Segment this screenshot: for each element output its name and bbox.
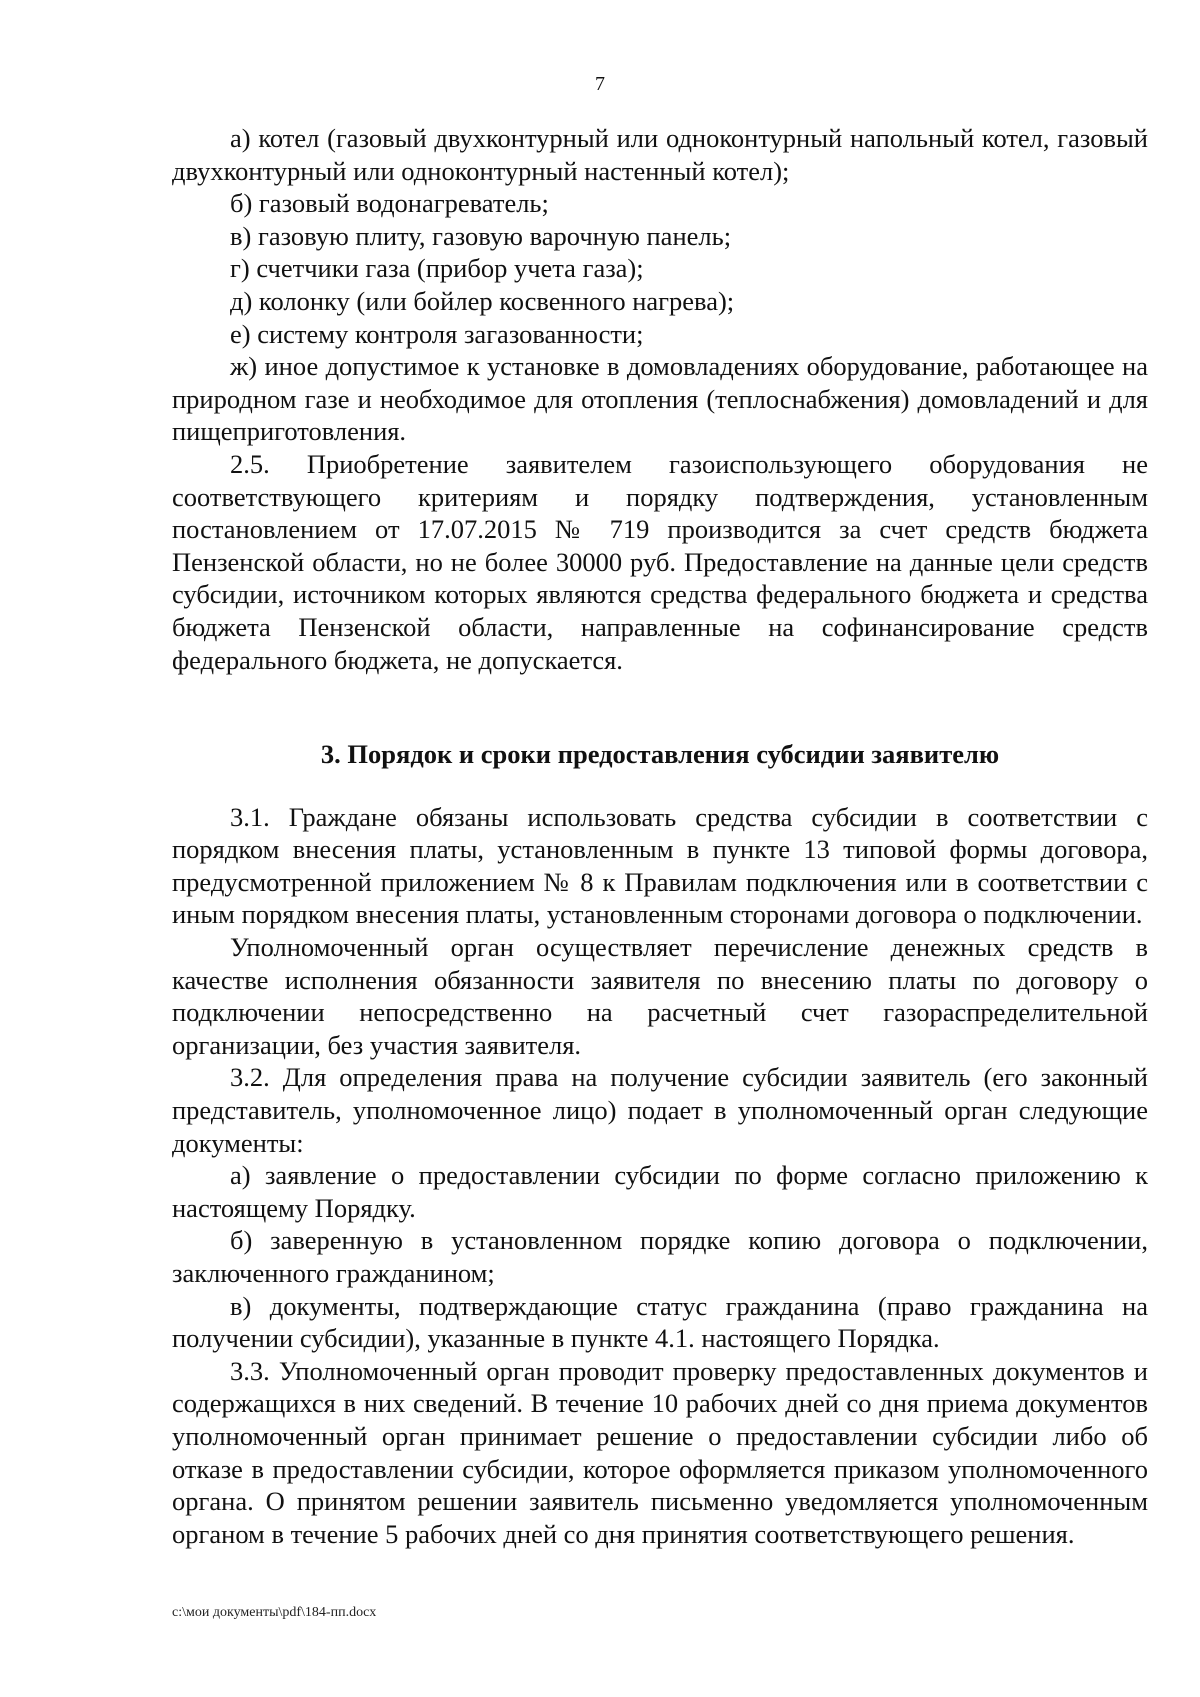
paragraph-3-1-transfer: Уполномоченный орган осуществляет перечисление денежных средств в качестве исполнения обязанности заявителя по внесению платы по договору о подключении непосредственно на расчетный счет газораспределительной организации, без участия заявителя. (172, 932, 1148, 1060)
footer-file-path: c:\мои документы\pdf\184-пп.docx (172, 1605, 377, 1620)
paragraph-2-4-v: в) газовую плиту, газовую варочную панель; (230, 220, 732, 251)
paragraph-2-4-zh: ж) иное допустимое к установке в домовладениях оборудование, работающее на природном газе и необходимое для отопления (теплоснабжения) домовладений и для пищеприготовления. (172, 351, 1148, 447)
document-body (172, 122, 1148, 1550)
paragraph-2-4-b: б) газовый водонагреватель; (230, 188, 549, 219)
paragraph-2-4-e: е) систему контроля загазованности; (230, 318, 644, 349)
paragraph-2-5: 2.5. Приобретение заявителем газоиспользующего оборудования не соответствующего критериям и порядку подтверждения, установленным постановлением от 17.07.2015 № 719 производится за счет средств бюджета Пензенской области, но не более 30000 руб. Предоставление на данные цели средств субсидии, источником которых являются средства федерального бюджета и средства бюджета Пензенской области, направленные на софинансирование средств федерального бюджета, не допускается. (172, 448, 1148, 675)
paragraph-2-4-g: г) счетчики газа (прибор учета газа); (230, 253, 644, 284)
section-heading: 3. Порядок и сроки предоставления субсидии заявителю (320, 739, 1000, 770)
paragraph-2-4-d: д) колонку (или бойлер косвенного нагрева); (230, 285, 735, 316)
paragraph-2-4-a: а) котел (газовый двухконтурный или одноконтурный напольный котел, газовый двухконтурный или одноконтурный настенный котел); (172, 123, 1148, 186)
paragraph-3-2-a: а) заявление о предоставлении субсидии по форме согласно приложению к настоящему Порядку. (172, 1160, 1148, 1223)
paragraph-3-2: 3.2. Для определения права на получение субсидии заявитель (его законный представитель, уполномоченное лицо) подает в уполномоченный орган следующие документы: (172, 1062, 1148, 1158)
paragraph-3-3: 3.3. Уполномоченный орган проводит проверку предоставленных документов и содержащихся в них сведений. В течение 10 рабочих дней со дня приема документов уполномоченный орган принимает решение о предоставлении субсидии либо об отказе в предоставлении субсидии, которое оформляется приказом уполномоченного органа. О принятом решении заявитель письменно уведомляется уполномоченным органом в течение 5 рабочих дней со дня принятия соответствующего решения. (172, 1355, 1148, 1549)
paragraph-3-2-v: в) документы, подтверждающие статус гражданина (право гражданина на получении субсидии), указанные в пункте 4.1. настоящего Порядка. (172, 1290, 1148, 1354)
page-number: 7 (595, 73, 605, 95)
paragraph-3-1: 3.1. Граждане обязаны использовать средства субсидии в соответствии с порядком внесения платы, установленным в пункте 13 типовой формы договора, предусмотренной приложением № 8 к Правилам подключения или в соответствии с иным порядком внесения платы, установленным сторонами договора о подключении. (172, 801, 1148, 930)
paragraph-3-2-b: б) заверенную в установленном порядке копию договора о подключении, заключенного гражданином; (172, 1225, 1148, 1288)
